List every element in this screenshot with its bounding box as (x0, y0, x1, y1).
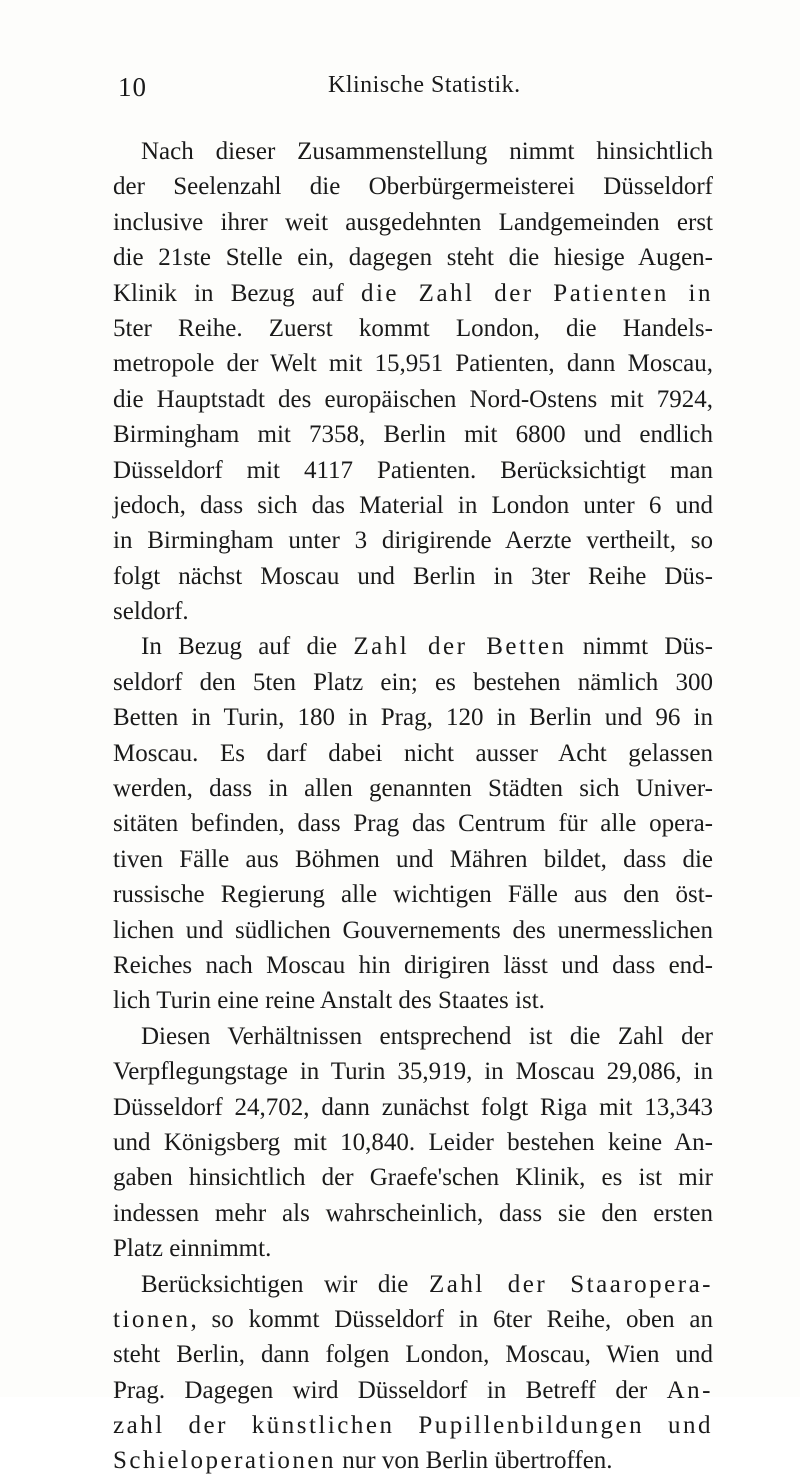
text-line: Moscau. Es darf dabei nicht ausser Acht gelassen (113, 739, 713, 767)
text-line: der Seelenzahl die Oberbürgermeisterei Düsseldorf (113, 173, 713, 201)
text-line: Diesen Verhältnissen entsprechend ist die Zahl der (141, 1022, 713, 1050)
text-line: russische Regierung alle wichtigen Fälle aus den öst- (113, 881, 713, 909)
text-line: jedoch, dass sich das Material in London unter 6 und (113, 491, 713, 519)
text-line: steht Berlin, dann folgen London, Moscau, Wien und (113, 1341, 713, 1369)
text-line: Verpflegungstage in Turin 35,919, in Moscau 29,086, in (113, 1058, 713, 1086)
text-line: die Hauptstadt des europäischen Nord-Ostens mit 7924, (113, 385, 713, 413)
text-line: indessen mehr als wahrscheinlich, dass sie den ersten (113, 1199, 713, 1227)
text-line: tionen, so kommt Düsseldorf in 6ter Reihe, oben an (113, 1305, 713, 1333)
text-line: Prag. Dagegen wird Düsseldorf in Betreff der An- (113, 1376, 713, 1404)
text-line: seldorf den 5ten Platz ein; es bestehen nämlich 300 (113, 668, 713, 696)
text-line: Reiches nach Moscau hin dirigiren lässt und dass end- (113, 951, 713, 979)
text-line: 5ter Reihe. Zuerst kommt London, die Handels- (113, 314, 713, 342)
text-line: seldorf. (113, 598, 189, 626)
text-line: werden, dass in allen genannten Städten sich Univer- (113, 775, 713, 803)
text-line: gaben hinsichtlich der Graefe'schen Klinik, es ist mir (113, 1164, 713, 1192)
text-line: zahl der künstlichen Pupillenbildungen und (113, 1412, 713, 1440)
page-header (118, 72, 718, 112)
text-line: Düsseldorf mit 4117 Patienten. Berücksichtigt man (113, 456, 713, 484)
text-line: Platz einnimmt. (113, 1235, 272, 1263)
text-line: lich Turin eine reine Anstalt des Staates ist. (113, 987, 545, 1015)
text-line: und Königsberg mit 10,840. Leider bestehen keine An- (113, 1128, 713, 1156)
text-line: Nach dieser Zusammenstellung nimmt hinsichtlich (141, 138, 713, 165)
text-line: in Birmingham unter 3 dirigirende Aerzte vertheilt, so (113, 527, 713, 555)
text-line: metropole der Welt mit 15,951 Patienten, dann Moscau, (113, 350, 713, 378)
text-line: Düsseldorf 24,702, dann zunächst folgt Riga mit 13,343 (113, 1093, 713, 1121)
text-line: die 21ste Stelle ein, dagegen steht die hiesige Augen- (113, 244, 713, 272)
body-text (113, 134, 713, 1479)
text-line: Schieloperationen nur von Berlin übertroffen. (113, 1447, 613, 1475)
text-line: lichen und südlichen Gouvernements des unermesslichen (113, 916, 713, 944)
text-line: Birmingham mit 7358, Berlin mit 6800 und endlich (113, 421, 713, 449)
text-line: folgt nächst Moscau und Berlin in 3ter Reihe Düs- (113, 562, 713, 590)
text-line: In Bezug auf die Zahl der Betten nimmt Düs- (141, 633, 713, 661)
text-line: sitäten befinden, dass Prag das Centrum für alle opera- (113, 810, 713, 838)
page-number: 10 (118, 72, 147, 102)
running-head: Klinische Statistik. (328, 72, 521, 98)
text-line: tiven Fälle aus Böhmen und Mähren bildet, dass die (113, 845, 713, 873)
text-line: Klinik in Bezug auf die Zahl der Patienten in (113, 279, 713, 307)
text-line: Berücksichtigen wir die Zahl der Staaropera- (141, 1270, 713, 1298)
text-line: Betten in Turin, 180 in Prag, 120 in Berlin und 96 in (113, 704, 713, 732)
text-line: inclusive ihrer weit ausgedehnten Landgemeinden erst (113, 208, 713, 236)
